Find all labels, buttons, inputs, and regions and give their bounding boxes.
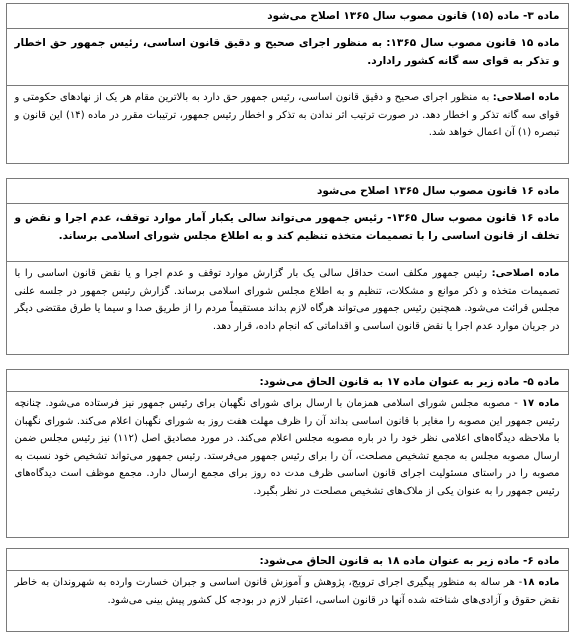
- amendment-body: - مصوبه مجلس شورای اسلامی همزمان با ارسال برای شورای نگهبان برای رئیس جمهور نیز فرستاده می‌شود. چنانچه رئیس جمهور این مصوبه را مغایر با قانون اساسی بداند آن را ظرف مهلت هفت روز به شورای نگهبان اعلام می‌کند. شورای نگهبان با ملاحظه دیدگاه‌های اعلامی نظر خود را در باره مصوبه مجلس اعلام می‌کند. در مورد مصادیق اصل (۱۱۲) نیز رئیس مجلس ضمن ارسال مصوبه مجلس به مجمع تشخیص مصلحت، آن را برای رئیس جمهور می‌فرستد. رئیس جمهور می‌تواند تشخیص خود نسبت به مصوبه را در راستای مسئولیت اجرای قانون اساسی ظرف مدت ده روز برای مجمع ارسال دارد. مجمع موظف است دیدگاه‌های رئیس جمهور را به عنوان یکی از ملاک‌های تشخیص مصلحت در نظر بگیرد.: [14, 398, 560, 497]
- section-article-5: [6, 369, 569, 538]
- amendment-label: ماده اصلاحی:: [491, 268, 560, 279]
- section-gap: [3, 355, 571, 369]
- amendment-body: رئیس جمهور مکلف است حداقل سالی یک بار گزارش موارد توقف و عدم اجرا و یا نقض قانون اساسی را با تصمیمات متخذه و ذکر موانع و مشکلات، تنظیم و به اطلاع مجلس شورای اسلامی برساند. گزارش رئیس جمهور در جلسه علنی مجلس قرائت می‌شود. همچنین رئیس جمهور می‌تواند هرگاه لازم بداند مستقیماً مردم را از طریق صدا و سیما یا طرق مقتضی دیگر در جریان موارد عدم اجرا یا نقض قانون اساسی و اقداماتی که انجام داده، قرار دهد.: [14, 268, 560, 332]
- section-article-16: [6, 178, 569, 355]
- amendment-label: ماده اصلاحی:: [492, 92, 560, 103]
- section-article-6: [6, 548, 569, 632]
- section-gap: [3, 538, 571, 548]
- original-law-text: ماده ۱۶ قانون مصوب سال ۱۳۶۵- رئیس جمهور می‌تواند سالی یکبار آمار موارد توقف، عدم اجرا و نقض و تخلف از قانون اساسی را با تصمیمات متخذه تنظیم کند و به اطلاع مجلس شورای اسلامی برساند.: [7, 204, 568, 262]
- section-title: ماده ۳- ماده (۱۵) قانون مصوب سال ۱۳۶۵ اصلاح می‌شود: [7, 4, 568, 29]
- amendment-body: - هر ساله به منظور پیگیری اجرای ترویج، پژوهش و آموزش قانون اساسی و جبران خسارت وارده به شهروندان به خاطر نقض حقوق و آزادی‌های شناخته شده آنها در قانون اساسی، اعتبار لازم در بودجه کل کشور پیش بینی می‌شود.: [14, 577, 560, 606]
- amendment-label: ماده ۱۷: [521, 398, 560, 409]
- amendment-text: [7, 86, 568, 163]
- amendment-text: [7, 571, 568, 631]
- section-article-3: [6, 3, 569, 164]
- section-title: ماده ۱۶ قانون مصوب سال ۱۳۶۵ اصلاح می‌شود: [7, 179, 568, 204]
- amendment-body: به منظور اجرای صحیح و دقیق قانون اساسی، رئیس جمهور حق دارد به بالاترین مقام هر یک از نهادهای حکومتی و قوای سه گانه تذکر و اخطار دهد. در صورت ترتیب اثر ندادن به تذکر و اخطار رئیس جمهور، ترتیبات مقرر در ماده (۱۴) این قانون و تبصره (۱) آن اعمال خواهد شد.: [14, 92, 560, 138]
- original-law-text: ماده ۱۵ قانون مصوب سال ۱۳۶۵: به منظور اجرای صحیح و دقیق قانون اساسی، رئیس جمهور حق اخطار و تذکر به قوای سه گانه کشور رادارد.: [7, 29, 568, 86]
- section-title: ماده ۵- ماده زیر به عنوان ماده ۱۷ به قانون الحاق می‌شود:: [7, 370, 568, 392]
- section-gap: [3, 164, 571, 178]
- amendment-text: [7, 262, 568, 354]
- amendment-label: ماده ۱۸: [522, 577, 560, 588]
- amendment-text: [7, 392, 568, 537]
- section-title: ماده ۶- ماده زیر به عنوان ماده ۱۸ به قانون الحاق می‌شود:: [7, 549, 568, 571]
